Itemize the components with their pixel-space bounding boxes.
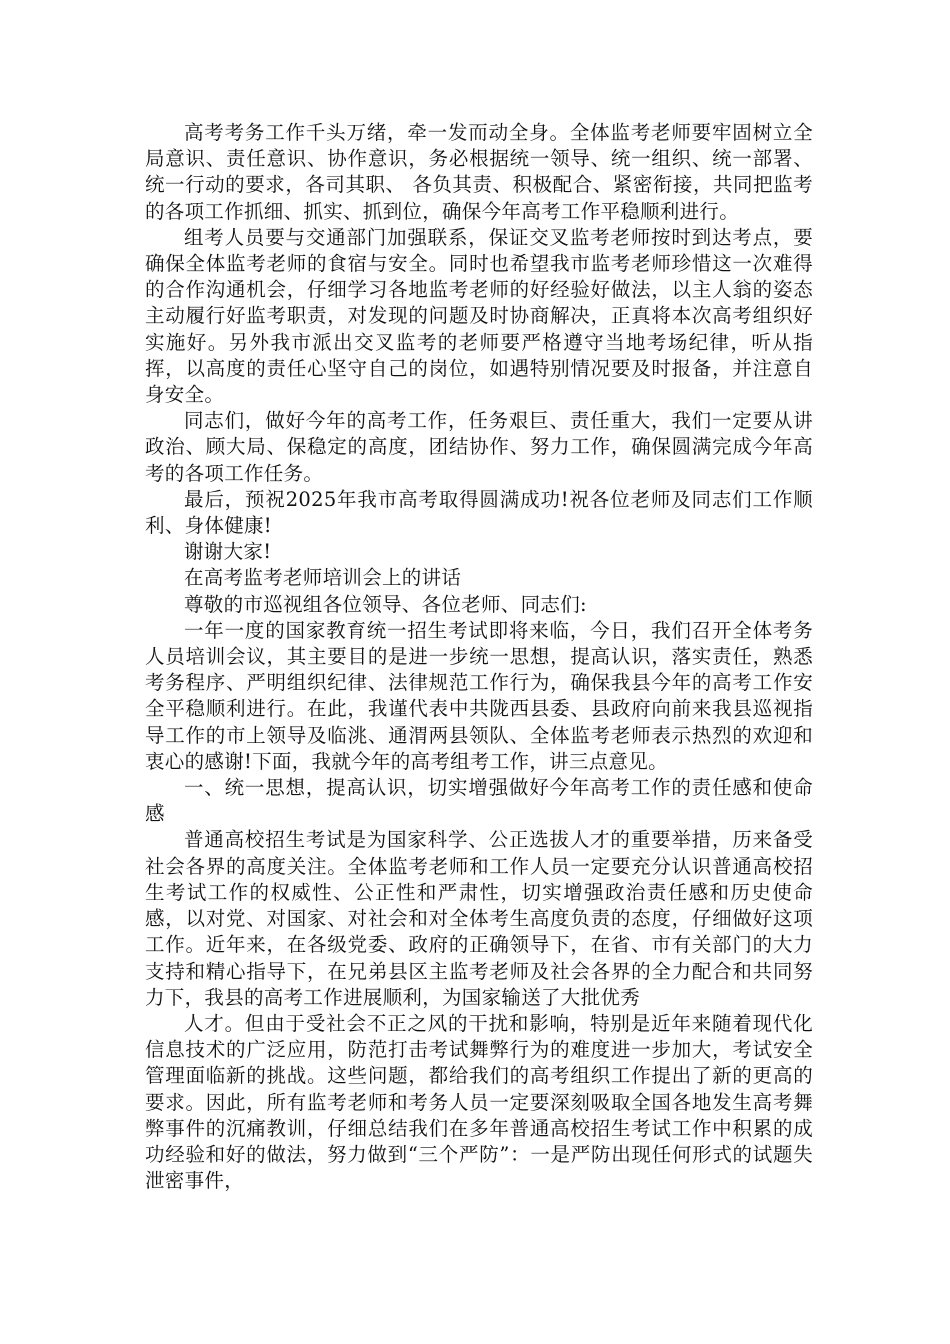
paragraph-new-challenges: 人才。但由于受社会不正之风的干扰和影响，特别是近年来随着现代化信息技术的广泛应用，防范打击考试舞弊行为的难度进一步加大，考试安全管理面临新的挑战。这些问题，都给我们的高考组织工作提出了新的更高的要求。因此，所有监考老师和考务人员一定要深刻吸取全国各地发生高考舞弊事件的沉痛教训，仔细总结我们在多年普通高校招生考试工作中积累的成功经验和好的做法，努力做到“三个严防”：一是严防出现任何形式的试题失泄密事件，	[145, 1011, 813, 1193]
speech-title: 在高考监考老师培训会上的讲话	[184, 566, 462, 590]
paragraph-comrades-call: 同志们，做好今年的高考工作，任务艰巨、责任重大，我们一定要从讲政治、顾大局、保稳定的高度，团结协作、努力工作，确保圆满完成今年高考的各项工作任务。	[145, 409, 813, 485]
paragraph-meeting-purpose: 一年一度的国家教育统一招生考试即将来临，今日，我们召开全体考务人员培训会议，其主要目的是进一步统一思想，提高认识，落实责任，熟悉考务程序、严明组织纪律、法律规范工作行为，确保我县今年的高考工作安全平稳顺利进行。在此，我谨代表中共陇西县委、县政府向前来我县巡视指导工作的市上领导及临洮、通渭两县领队、全体监考老师表示热烈的欢迎和衷心的感谢!下面，我就今年的高考组考工作，讲三点意见。	[145, 618, 813, 773]
paragraph-exam-work-overview: 高考考务工作千头万绪，牵一发而动全身。全体监考老师要牢固树立全局意识、责任意识、协作意识，务必根据统一领导、统一组织、统一部署、统一行动的要求，各司其职、 各负其责、积极配合、紧密衔接，共同把监考的各项工作抓细、抓实、抓到位，确保今年高考工作平稳顺利进行。	[145, 121, 813, 223]
section-heading-one: 一、统一思想，提高认识，切实增强做好今年高考工作的责任感和使命感	[145, 776, 813, 826]
paragraph-transport-and-safety: 组考人员要与交通部门加强联系，保证交叉监考老师按时到达考点，要确保全体监考老师的食宿与安全。同时也希望我市监考老师珍惜这一次难得的合作沟通机会，仔细学习各地监考老师的好经验好做法，以主人翁的姿态主动履行好监考职责，对发现的问题及时协商解决，正真将本次高考组织好实施好。另外我市派出交叉监考的老师要严格遵守当地考场纪律，听从指挥，以高度的责任心坚守自己的岗位，如遇特别情况要及时报备，并注意自身安全。	[145, 225, 813, 407]
document-body	[145, 120, 813, 1194]
paragraph-closing-wishes: 最后，预祝2025年我市高考取得圆满成功!祝各位老师及同志们工作顺利、身体健康!	[145, 487, 813, 538]
paragraph-thanks: 谢谢大家!	[184, 540, 272, 564]
speech-salutation: 尊敬的市巡视组各位领导、各位老师、同志们:	[184, 592, 587, 616]
paragraph-exam-importance: 普通高校招生考试是为国家科学、公正选拔人才的重要举措，历来备受社会各界的高度关注。全体监考老师和工作人员一定要充分认识普通高校招生考试工作的权威性、公正性和严肃性，切实增强政治责任感和历史使命感，以对党、对国家、对社会和对全体考生高度负责的态度，仔细做好这项工作。近年来，在各级党委、政府的正确领导下，在省、市有关部门的大力支持和精心指导下，在兄弟县区主监考老师及社会各界的全力配合和共同努力下，我县的高考工作进展顺利，为国家输送了大批优秀	[145, 828, 813, 1009]
